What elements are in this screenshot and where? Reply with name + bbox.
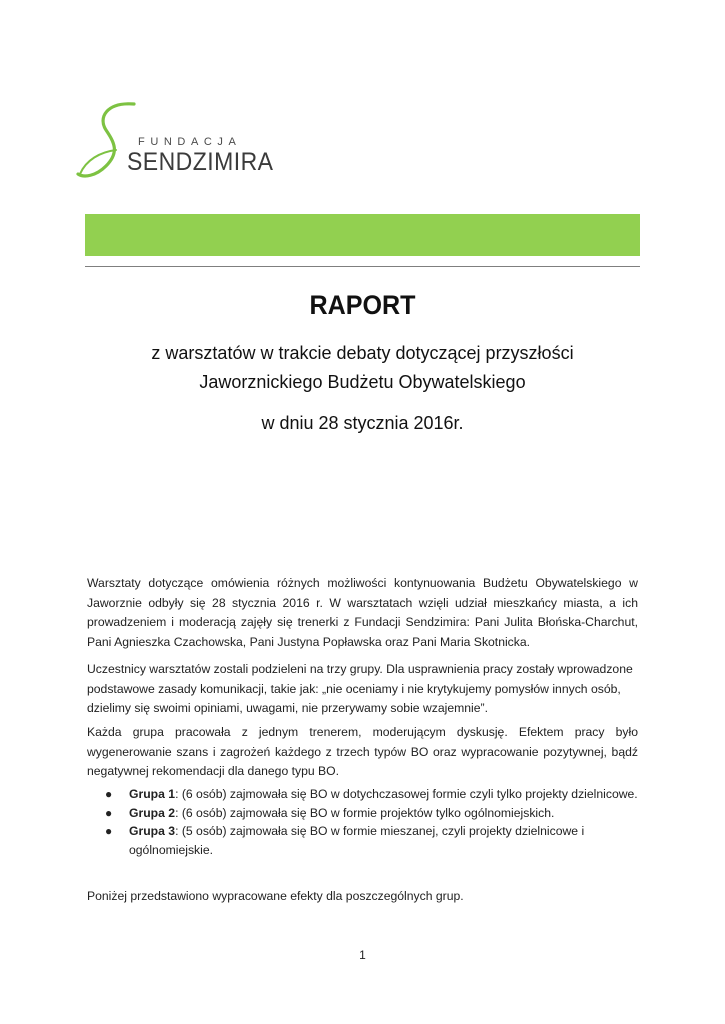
groups-list	[105, 785, 638, 859]
bullet-icon: ●	[105, 787, 113, 801]
paragraph-intro: Warsztaty dotyczące omówienia różnych możliwości kontynuowania Budżetu Obywatelskiego w Jaworznie odbyły się 28 stycznia 2016 r. W warsztatach wzięli udział mieszkańcy miasta, a ich prowadzeniem i moderacją zajęły się trenerki z Fundacji Sendzimira: Pani Julita Błońska-Charchut, Pani Agnieszka Czachowska, Pani Justyna Popławska oraz Pani Maria Skotnicka.	[87, 576, 638, 649]
list-item	[105, 804, 638, 823]
paragraph-groups-rules: Uczestnicy warsztatów zostali podzieleni na trzy grupy. Dla usprawnienia pracy zostały wprowadzone podstawowe zasady komunikacji, takie jak: „nie oceniamy i nie krytykujemy pomysłów innych osób, dzielimy się swoimi opiniami, uwagami, nie przerywamy sobie wzajemnie”.	[87, 662, 633, 715]
report-title: RAPORT	[309, 290, 416, 320]
page-number: 1	[359, 948, 366, 962]
fundacja-sendzimira-logo	[76, 100, 274, 182]
logo-sendzimira-text: SENDZIMIRA	[127, 148, 274, 176]
report-subtitle-line2: Jaworznickiego Budżetu Obywatelskiego	[199, 372, 526, 392]
group-description: : (5 osób) zajmowała się BO w formie mieszanej, czyli projekty dzielnicowe i ogólnomiejskie.	[129, 824, 585, 857]
group-description: : (6 osób) zajmowała się BO w dotychczasowej formie czyli tylko projekty dzielnicowe.	[175, 787, 638, 801]
group-label: Grupa 1	[129, 787, 176, 801]
group-label: Grupa 2	[129, 805, 176, 820]
list-item	[105, 785, 638, 804]
paragraph-results-intro: Poniżej przedstawiono wypracowane efekty dla poszczególnych grup.	[87, 889, 464, 903]
paragraph-group-work: Każda grupa pracowała z jednym trenerem, moderującym dyskusję. Efektem pracy było wygenerowanie szans i zagrożeń każdego z trzech typów BO oraz wypracowanie pozytywnej, bądź negatywnej rekomendacji dla danego typu BO.	[87, 725, 638, 778]
group-description: : (6 osób) zajmowała się BO w formie projektów tylko ogólnomiejskich.	[175, 805, 555, 820]
logo-fundacja-text: FUNDACJA	[138, 136, 242, 148]
bullet-icon: ●	[105, 824, 113, 838]
report-date: w dniu 28 stycznia 2016r.	[261, 413, 464, 433]
report-subtitle-line1: z warsztatów w trakcie debaty dotyczącej przyszłości	[151, 343, 574, 363]
list-item	[105, 822, 638, 859]
header-divider	[85, 266, 640, 267]
group-label: Grupa 3	[129, 824, 176, 838]
bullet-icon: ●	[105, 805, 113, 820]
green-header-band	[85, 214, 640, 256]
